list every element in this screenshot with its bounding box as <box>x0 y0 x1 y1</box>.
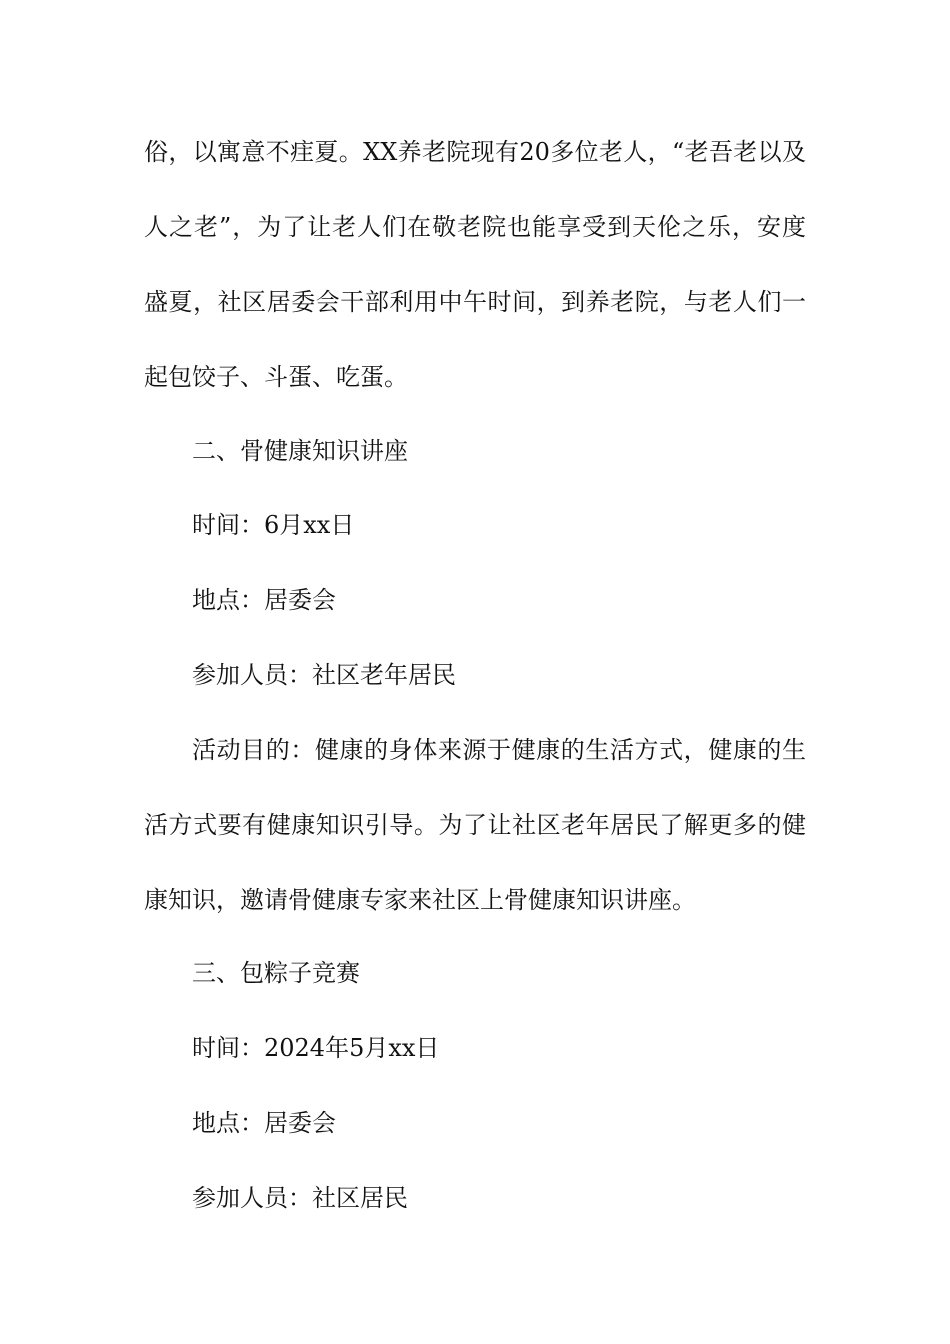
section-participants: 参加人员：社区老年居民 <box>192 661 456 689</box>
section-time: 时间：6月xx日 <box>192 511 355 539</box>
paragraph-line: 盛夏，社区居委会干部利用中午时间，到养老院，与老人们一 <box>144 288 806 316</box>
paragraph-line: 起包饺子、斗蛋、吃蛋。 <box>144 363 408 391</box>
section-place: 地点：居委会 <box>192 1109 336 1137</box>
section-place: 地点：居委会 <box>192 586 336 614</box>
section-heading: 三、包粽子竞赛 <box>192 959 360 987</box>
purpose-line: 活方式要有健康知识引导。为了让社区老年居民了解更多的健 <box>144 811 806 839</box>
section-time: 时间：2024年5月xx日 <box>192 1034 440 1062</box>
paragraph-line: 俗，以寓意不疰夏。XX养老院现有20多位老人，“老吾老以及 <box>144 138 806 166</box>
purpose-line: 康知识，邀请骨健康专家来社区上骨健康知识讲座。 <box>144 886 696 914</box>
purpose-line: 活动目的：健康的身体来源于健康的生活方式，健康的生 <box>192 736 806 764</box>
section-participants: 参加人员：社区居民 <box>192 1184 408 1212</box>
paragraph-line: 人之老”，为了让老人们在敬老院也能享受到天伦之乐，安度 <box>144 213 806 241</box>
section-heading: 二、骨健康知识讲座 <box>192 437 408 465</box>
